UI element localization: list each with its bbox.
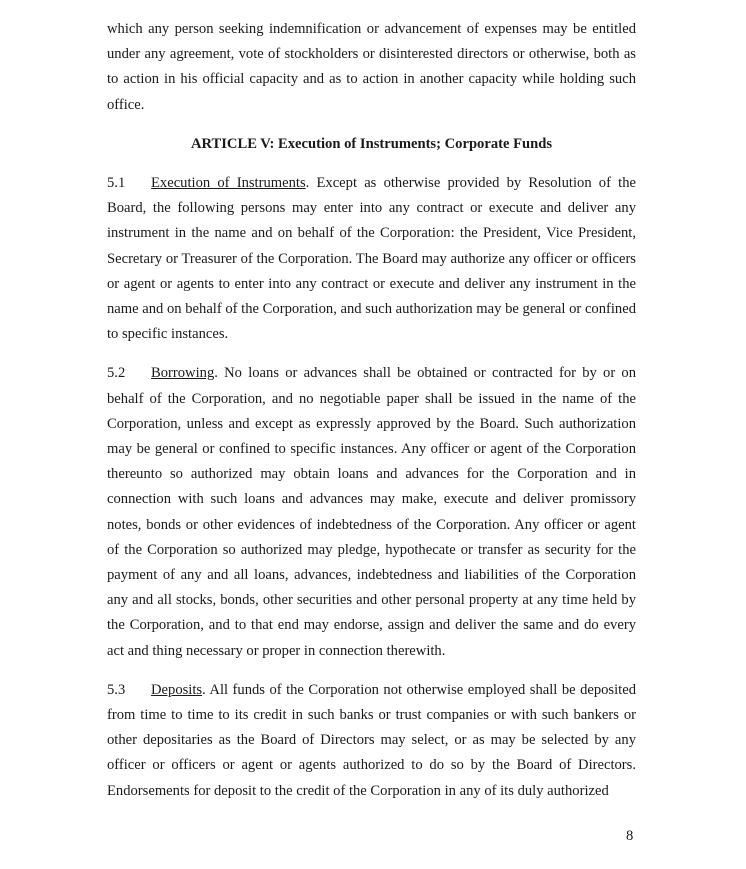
section-5-1 xyxy=(107,171,636,347)
section-title: Deposits xyxy=(151,681,203,698)
document-page xyxy=(107,17,636,818)
section-title: Execution of Instruments xyxy=(151,175,306,192)
section-5-3 xyxy=(107,678,636,804)
section-number: 5.3 xyxy=(107,681,126,698)
article-heading: ARTICLE V: Execution of Instruments; Corporate Funds xyxy=(190,135,553,152)
continued-paragraph: which any person seeking indemnification or advancement of expenses may be entitled under any agreement, vote of stockholders or disinterested directors or otherwise, both as to action in his official capacity and as to action in another capacity while holding such office. xyxy=(107,21,636,113)
section-body: . All funds of the Corporation not otherwise employed shall be deposited from time to time to its credit in such banks or trust companies or with such bankers or other depositaries as the Board of Directors may select, or as may be selected by any officer or officers or agent or agents authorized to do so by the Board of Directors. Endorsements for deposit to the credit of the Corporation in any of its duly authorized xyxy=(107,681,636,799)
section-title: Borrowing xyxy=(151,365,215,382)
section-number: 5.1 xyxy=(107,175,126,192)
section-number: 5.2 xyxy=(107,365,126,382)
section-body: . Except as otherwise provided by Resolution of the Board, the following persons may enter into any contract or execute and deliver any instrument in the name and on behalf of the Corporation: the President, Vice President, Secretary or Treasurer of the Corporation. The Board may authorize any officer or officers or agent or agents to enter into any contract or execute and deliver any instrument in the name and on behalf of the Corporation, and such authorization may be general or confined to specific instances. xyxy=(107,175,636,343)
page-number: 8 xyxy=(626,828,634,844)
section-5-2 xyxy=(107,361,636,663)
section-body: . No loans or advances shall be obtained or contracted for by or on behalf of the Corporation, and no negotiable paper shall be issued in the name of the Corporation, unless and except as expressly approved by the Board. Such authorization may be general or confined to specific instances. Any officer or agent of the Corporation thereunto so authorized may obtain loans and advances for the Corporation and in connection with such loans and advances may make, execute and deliver promissory notes, bonds or other evidences of indebtedness of the Corporation. Any officer or agent of the Corporation so authorized may pledge, hypothecate or transfer as security for the payment of any and all loans, advances, indebtedness and liabilities of the Corporation any and all stocks, bonds, other securities and other personal property at any time held by the Corporation, and to that end may endorse, assign and deliver the same and do every act and thing necessary or proper in connection therewith. xyxy=(107,365,636,659)
